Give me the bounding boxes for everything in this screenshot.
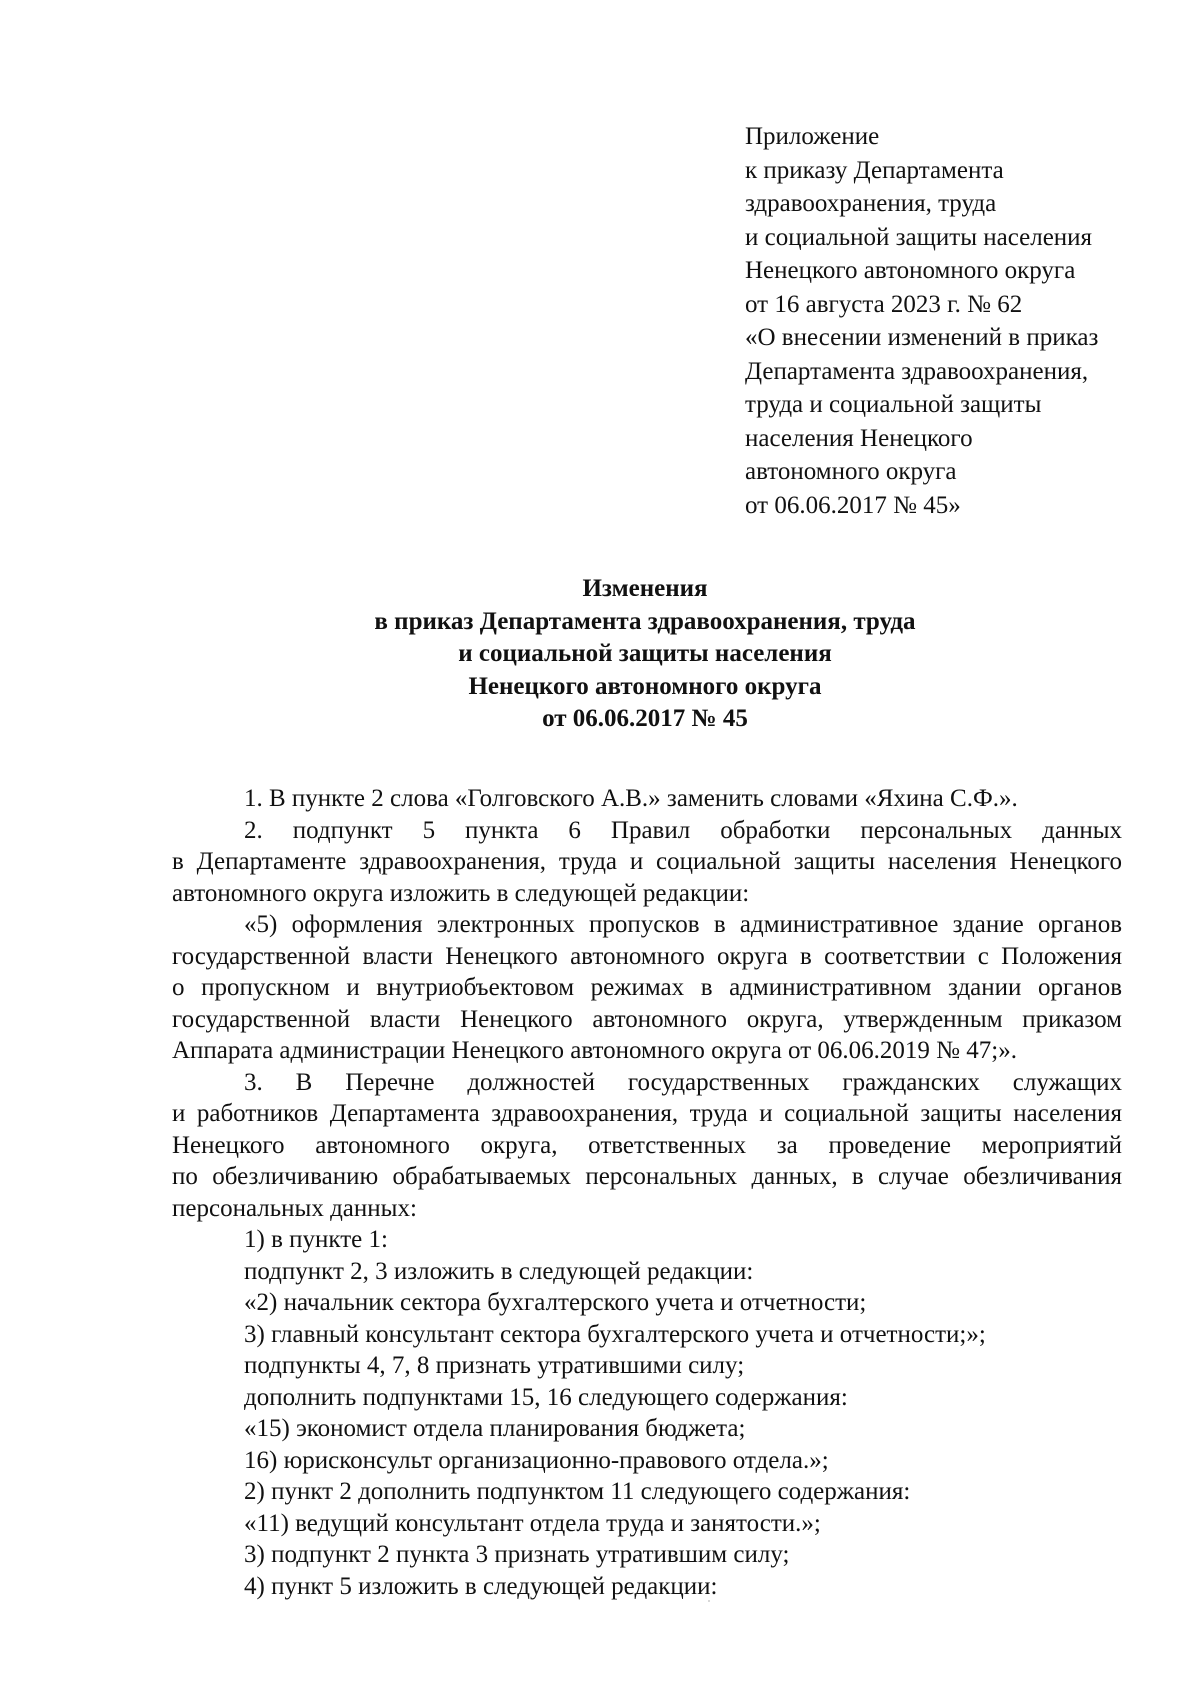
paragraph-4: [172, 1067, 1122, 1225]
paragraph-line: и работников Департамента здравоохранения, труда и социальной защиты населения: [172, 1100, 1122, 1127]
paragraph-3: [172, 909, 1122, 1067]
paragraph-2: [172, 815, 1122, 910]
title-line: и социальной защиты населения: [458, 640, 832, 667]
list-item: 3) главный консультант сектора бухгалтерского учета и отчетности;»;: [244, 1320, 986, 1348]
appendix-line: Приложение: [745, 123, 880, 150]
paragraph-line: государственной власти Ненецкого автономного округа, утвержденным приказом: [172, 1005, 1122, 1033]
appendix-line: от 06.06.2017 № 45»: [745, 491, 961, 519]
appendix-line: труда и социальной защиты: [745, 391, 1042, 418]
list-item: дополнить подпунктами 15, 16 следующего содержания:: [244, 1383, 848, 1411]
title-line: в приказ Департамента здравоохранения, труда: [374, 607, 916, 635]
paragraph-line: о пропускном и внутриобъектовом режимах в административном здании органов: [172, 974, 1122, 1001]
document-body: [172, 783, 1122, 1602]
paragraph-line: по обезличиванию обрабатываемых персональных данных, в случае обезличивания: [172, 1163, 1122, 1190]
list-item: 1) в пункте 1:: [244, 1226, 388, 1253]
paragraph-line: 3. В Перечне должностей государственных гражданских служащих: [244, 1068, 1122, 1096]
title-line: от 06.06.2017 № 45: [542, 705, 748, 732]
list-item: 2) пункт 2 дополнить подпунктом 11 следующего содержания:: [244, 1478, 911, 1505]
appendix-line: здравоохранения, труда: [745, 190, 997, 217]
list-item: 4) пункт 5 изложить в следующей редакции:: [244, 1572, 718, 1600]
list-item: «2) начальник сектора бухгалтерского учета и отчетности;: [244, 1289, 867, 1316]
list-item: 16) юрисконсульт организационно-правового отдела.»;: [244, 1446, 829, 1474]
paragraph-1: 1. В пункте 2 слова «Голговского А.В.» заменить словами «Яхина С.Ф.».: [244, 785, 1018, 812]
list-item: «11) ведущий консультант отдела труда и занятости.»;: [244, 1509, 821, 1537]
paragraph-line: в Департаменте здравоохранения, труда и социальной защиты населения Ненецкого: [172, 848, 1122, 875]
paragraph-line: государственной власти Ненецкого автономного округа в соответствии с Положения: [172, 942, 1122, 970]
appendix-line: автономного округа: [745, 458, 957, 485]
appendix-line: населения Ненецкого: [745, 424, 973, 452]
scan-speck: [708, 1600, 710, 1602]
appendix-line: к приказу Департамента: [745, 156, 1004, 184]
list-item: подпункт 2, 3 изложить в следующей редакции:: [244, 1257, 754, 1285]
appendix-line: Ненецкого автономного округа: [745, 257, 1076, 284]
title-line: Ненецкого автономного округа: [468, 672, 822, 700]
list-item: «15) экономист отдела планирования бюджета;: [244, 1415, 746, 1442]
paragraph-line: Ненецкого автономного округа, ответственных за проведение мероприятий: [172, 1131, 1122, 1159]
appendix-line: Департамента здравоохранения,: [745, 357, 1089, 385]
list-item: подпункты 4, 7, 8 признать утратившими силу;: [244, 1352, 745, 1379]
appendix-line: «О внесении изменений в приказ: [745, 324, 1099, 351]
paragraph-line: 2. подпункт 5 пункта 6 Правил обработки персональных данных: [244, 816, 1122, 844]
paragraph-line: автономного округа изложить в следующей редакции:: [172, 879, 750, 907]
list-item: 3) подпункт 2 пункта 3 признать утратившим силу;: [244, 1541, 790, 1568]
title-line: Изменения: [582, 575, 708, 602]
amendment-items: [172, 1224, 1122, 1602]
appendix-line: и социальной защиты населения: [745, 223, 1093, 251]
appendix-line: от 16 августа 2023 г. № 62: [745, 290, 1023, 318]
document-title: [170, 573, 1120, 736]
paragraph-line: «5) оформления электронных пропусков в административное здание органов: [244, 911, 1122, 938]
paragraph-line: персональных данных:: [172, 1194, 417, 1222]
appendix-header: [745, 120, 1145, 522]
paragraph-line: Аппарата администрации Ненецкого автономного округа от 06.06.2019 № 47;».: [172, 1037, 1017, 1064]
